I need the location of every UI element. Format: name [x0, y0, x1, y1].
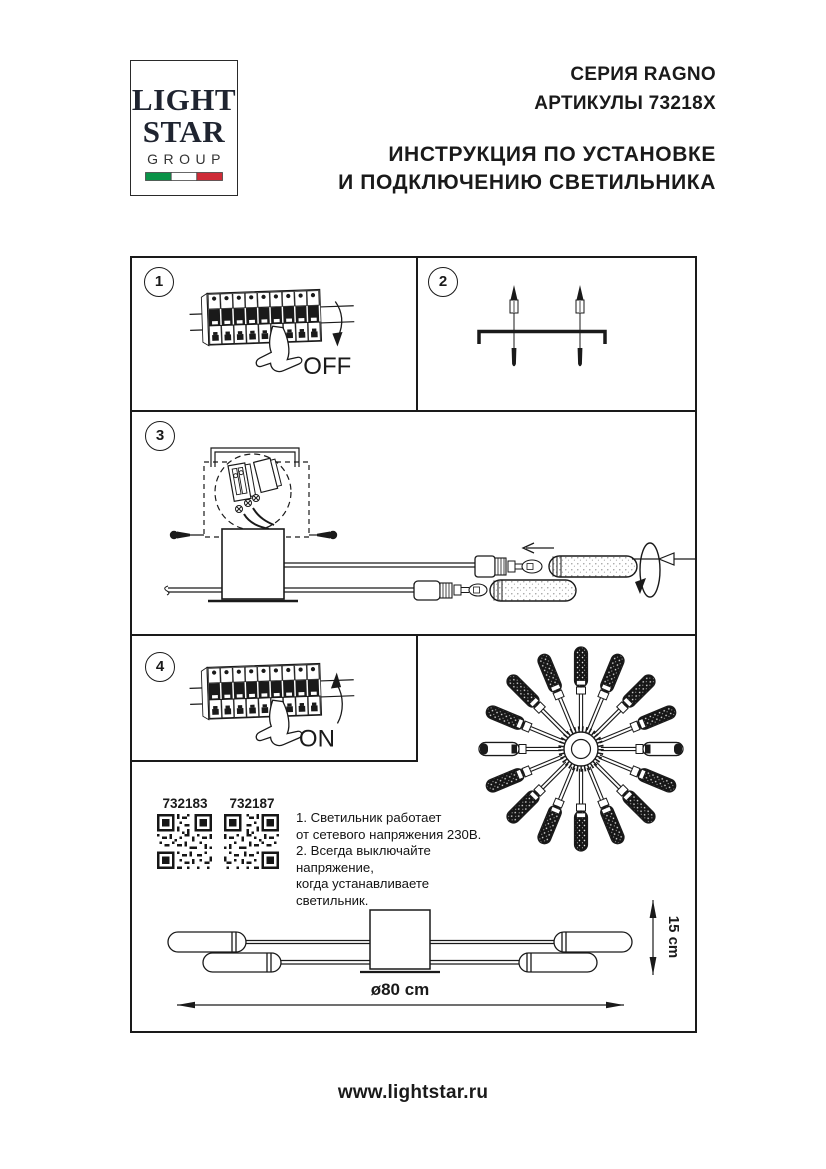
off-label: OFF	[303, 353, 352, 381]
horizontal-arm-right	[597, 743, 683, 756]
breaker-off-illustration	[188, 284, 356, 380]
step-2-number: 2	[428, 267, 458, 297]
breaker-on-illustration	[188, 658, 356, 754]
terminal-detail-circle	[215, 454, 291, 530]
step-3-number: 3	[145, 421, 175, 451]
screw-right	[576, 285, 584, 366]
divider	[416, 634, 418, 762]
bracket-bar	[479, 332, 605, 345]
note-line: 2. Всегда выключайте напряжение,	[296, 843, 431, 875]
logo-word-light: LIGHT	[131, 82, 237, 117]
note-line: от сетевого напряжения 230В.	[296, 826, 482, 842]
divider	[132, 760, 418, 762]
chandelier-center-ring	[561, 729, 601, 769]
screw-left	[510, 285, 518, 366]
header-text	[338, 60, 716, 197]
height-dimension	[650, 900, 682, 975]
qr-code-left	[157, 814, 212, 869]
note-line: когда устанавливаете светильник.	[296, 876, 430, 908]
website-url: www.lightstar.ru	[337, 1082, 489, 1103]
on-label: ON	[298, 725, 335, 753]
arrow-up-icon	[337, 684, 343, 723]
divider	[416, 258, 418, 410]
lower-socket-bulb	[414, 581, 487, 600]
doc-title-line2: И ПОДКЛЮЧЕНИЮ СВЕТИЛЬНИКА	[338, 171, 716, 194]
arrow-down-head	[332, 332, 342, 347]
diameter-label: ø80 cm	[370, 980, 430, 999]
height-label: 15 cm	[665, 915, 682, 959]
instruction-panel-grid	[130, 256, 697, 1033]
wiring-assembly-illustration	[132, 412, 697, 634]
series-name: СЕРИЯ RAGNO	[570, 64, 716, 85]
italian-flag-icon	[145, 172, 223, 181]
lightstar-logo	[130, 60, 238, 196]
divider	[132, 634, 695, 636]
step-1-number: 1	[144, 267, 174, 297]
note-line: 1. Светильник работает	[296, 810, 442, 825]
width-dimension	[177, 980, 624, 1008]
insert-arrow-icon	[523, 543, 554, 553]
doc-title-line1: ИНСТРУКЦИЯ ПО УСТАНОВКЕ	[388, 143, 716, 166]
step-4-number: 4	[145, 652, 175, 682]
logo-word-star: STAR	[142, 114, 226, 149]
canopy-box	[222, 529, 284, 599]
upper-glass-tube	[549, 556, 637, 577]
chandelier-top-view	[476, 644, 686, 854]
dimension-drawing	[132, 888, 697, 1018]
side-screw-left	[170, 531, 204, 539]
upper-socket-bulb	[475, 556, 542, 577]
horizontal-arm-left	[479, 743, 565, 756]
article-number: АРТИКУЛЫ 73218X	[534, 93, 716, 114]
qr-code-right	[224, 814, 279, 869]
lower-glass-tube	[490, 580, 576, 601]
qr-left-label: 732183	[162, 796, 208, 811]
logo-word-group: GROUP	[147, 151, 226, 167]
mounting-bracket-illustration	[467, 274, 617, 389]
qr-right-label: 732187	[229, 796, 275, 811]
rotate-arrow-icon	[632, 543, 697, 597]
side-screw-right	[309, 531, 337, 539]
side-view-canopy	[370, 910, 430, 969]
